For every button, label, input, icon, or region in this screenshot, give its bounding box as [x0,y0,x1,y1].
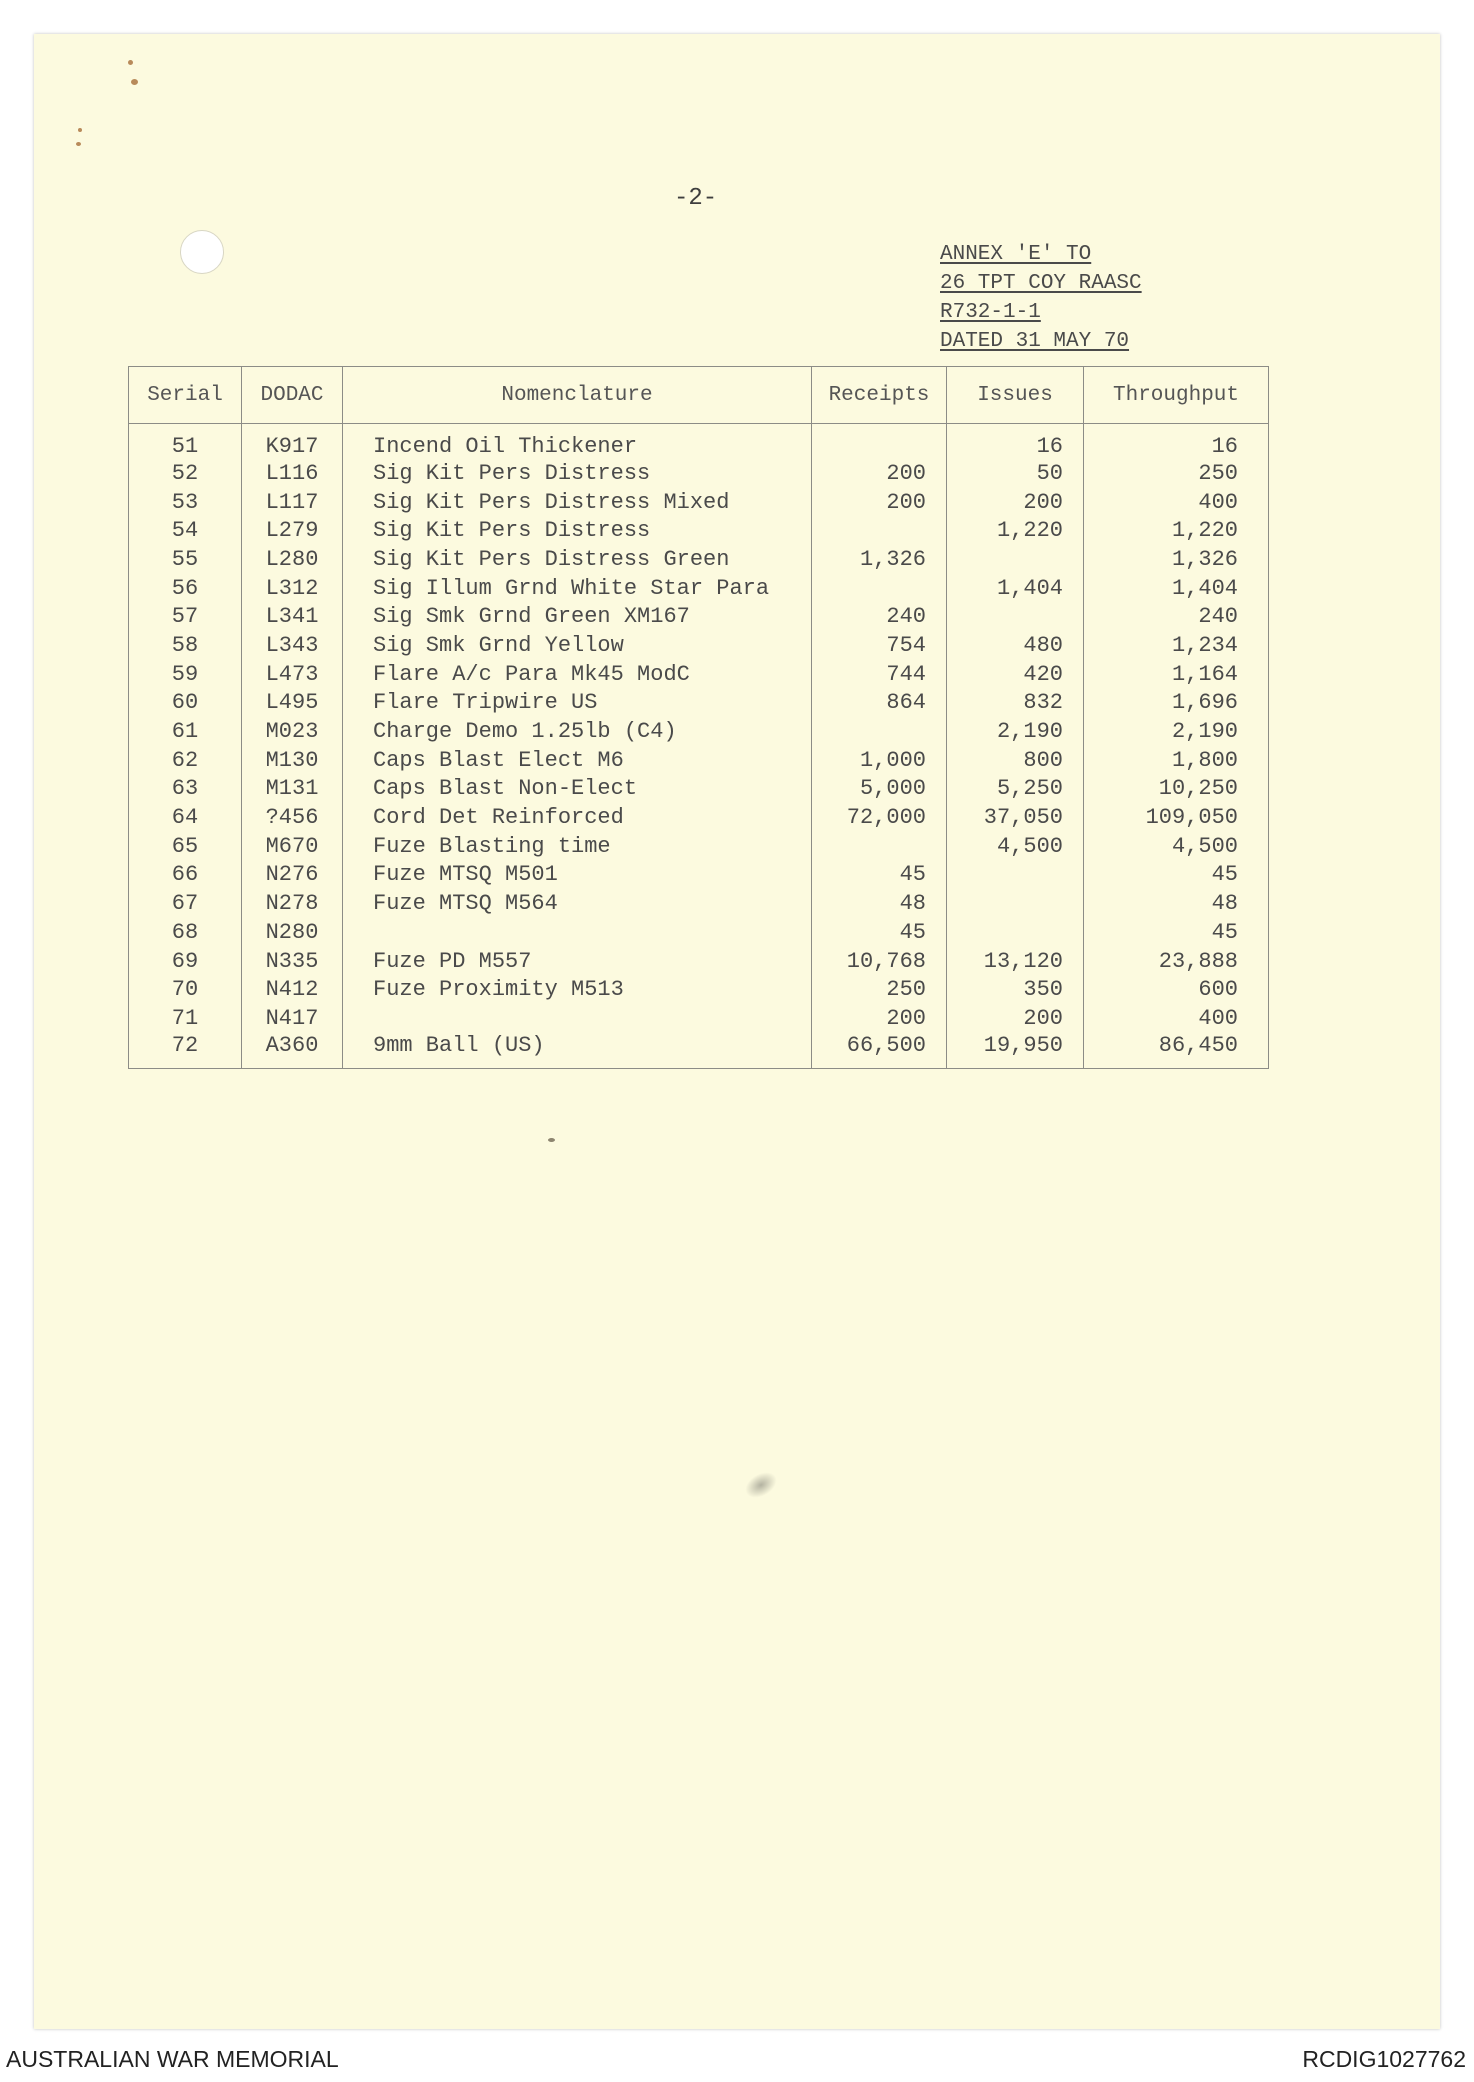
cell-issues [947,861,1084,890]
paper-speck [128,60,133,65]
cell-receipts [812,424,947,460]
cell-issues: 1,220 [947,516,1084,545]
cell-serial: 60 [129,689,242,718]
cell-receipts: 744 [812,660,947,689]
cell-receipts [812,832,947,861]
cell-serial: 67 [129,889,242,918]
cell-nomenclature: Sig Kit Pers Distress [343,516,812,545]
cell-serial: 71 [129,1004,242,1033]
table-row [129,803,1269,832]
cell-serial: 72 [129,1033,242,1069]
footer-source: AUSTRALIAN WAR MEMORIAL [6,2046,339,2072]
cell-issues: 4,500 [947,832,1084,861]
annex-line: 26 TPT COY RAASC [940,272,1142,295]
table-row [129,975,1269,1004]
annex-line: R732-1-1 [940,301,1041,324]
cell-nomenclature: Sig Kit Pers Distress Green [343,545,812,574]
cell-issues: 2,190 [947,717,1084,746]
header-throughput: Throughput [1084,367,1269,424]
cell-receipts: 48 [812,889,947,918]
cell-throughput: 400 [1084,1004,1269,1033]
table-row [129,631,1269,660]
cell-throughput: 45 [1084,918,1269,947]
cell-issues: 19,950 [947,1033,1084,1069]
cell-issues: 37,050 [947,803,1084,832]
cell-dodac: M130 [242,746,343,775]
cell-dodac: M023 [242,717,343,746]
cell-nomenclature: Caps Blast Non-Elect [343,775,812,804]
cell-receipts [812,717,947,746]
cell-serial: 63 [129,775,242,804]
cell-nomenclature: Sig Smk Grnd Yellow [343,631,812,660]
cell-receipts: 200 [812,488,947,517]
cell-issues: 5,250 [947,775,1084,804]
cell-dodac: L116 [242,459,343,488]
cell-serial: 55 [129,545,242,574]
annex-reference [940,240,1142,356]
cell-nomenclature: Caps Blast Elect M6 [343,746,812,775]
cell-issues [947,545,1084,574]
cell-receipts: 72,000 [812,803,947,832]
cell-receipts: 45 [812,861,947,890]
table-row [129,947,1269,976]
header-issues: Issues [947,367,1084,424]
ink-smudge [741,1467,781,1503]
cell-throughput: 1,800 [1084,746,1269,775]
cell-nomenclature: 9mm Ball (US) [343,1033,812,1069]
punch-hole [180,230,224,274]
cell-nomenclature [343,1004,812,1033]
cell-nomenclature: Sig Smk Grnd Green XM167 [343,602,812,631]
table-body [129,424,1269,1069]
cell-dodac: L495 [242,689,343,718]
cell-throughput: 1,404 [1084,574,1269,603]
cell-throughput: 240 [1084,602,1269,631]
cell-receipts: 1,326 [812,545,947,574]
ammunition-table [128,366,1269,1069]
cell-nomenclature: Fuze MTSQ M501 [343,861,812,890]
cell-receipts: 754 [812,631,947,660]
cell-receipts: 66,500 [812,1033,947,1069]
cell-serial: 64 [129,803,242,832]
footer-id: RCDIG1027762 [1302,2046,1466,2072]
table-row [129,574,1269,603]
cell-serial: 54 [129,516,242,545]
cell-dodac: K917 [242,424,343,460]
cell-nomenclature: Fuze PD M557 [343,947,812,976]
cell-dodac: M131 [242,775,343,804]
cell-nomenclature: Fuze MTSQ M564 [343,889,812,918]
table-row [129,545,1269,574]
paper-speck [78,128,82,132]
cell-receipts: 1,000 [812,746,947,775]
cell-dodac: N276 [242,861,343,890]
header-receipts: Receipts [812,367,947,424]
cell-throughput: 250 [1084,459,1269,488]
cell-throughput: 16 [1084,424,1269,460]
cell-serial: 66 [129,861,242,890]
cell-nomenclature: Cord Det Reinforced [343,803,812,832]
table-row [129,459,1269,488]
table-row [129,832,1269,861]
cell-dodac: L312 [242,574,343,603]
cell-dodac: N280 [242,918,343,947]
cell-dodac: N278 [242,889,343,918]
cell-issues: 480 [947,631,1084,660]
paper-speck [548,1138,555,1142]
cell-receipts: 250 [812,975,947,1004]
table-row [129,424,1269,460]
cell-serial: 65 [129,832,242,861]
cell-nomenclature: Incend Oil Thickener [343,424,812,460]
cell-serial: 51 [129,424,242,460]
cell-dodac: L280 [242,545,343,574]
cell-serial: 68 [129,918,242,947]
cell-nomenclature [343,918,812,947]
table-row [129,689,1269,718]
cell-throughput: 1,696 [1084,689,1269,718]
table-header-row [129,367,1269,424]
cell-dodac: ?456 [242,803,343,832]
cell-dodac: M670 [242,832,343,861]
header-dodac: DODAC [242,367,343,424]
cell-serial: 56 [129,574,242,603]
cell-receipts [812,574,947,603]
cell-nomenclature: Flare Tripwire US [343,689,812,718]
cell-dodac: L341 [242,602,343,631]
cell-throughput: 1,220 [1084,516,1269,545]
cell-throughput: 10,250 [1084,775,1269,804]
cell-throughput: 4,500 [1084,832,1269,861]
cell-throughput: 45 [1084,861,1269,890]
table-row [129,602,1269,631]
cell-serial: 52 [129,459,242,488]
cell-dodac: A360 [242,1033,343,1069]
cell-dodac: N335 [242,947,343,976]
cell-receipts: 200 [812,1004,947,1033]
table-row [129,746,1269,775]
cell-nomenclature: Charge Demo 1.25lb (C4) [343,717,812,746]
table-row [129,717,1269,746]
page-number: -2- [674,185,718,212]
cell-dodac: N417 [242,1004,343,1033]
cell-nomenclature: Sig Illum Grnd White Star Para [343,574,812,603]
cell-dodac: L473 [242,660,343,689]
cell-receipts: 240 [812,602,947,631]
cell-issues: 800 [947,746,1084,775]
cell-receipts: 864 [812,689,947,718]
table-row [129,861,1269,890]
cell-issues: 50 [947,459,1084,488]
cell-issues [947,602,1084,631]
cell-throughput: 1,164 [1084,660,1269,689]
cell-throughput: 23,888 [1084,947,1269,976]
table-row [129,918,1269,947]
cell-issues: 420 [947,660,1084,689]
cell-serial: 70 [129,975,242,1004]
header-nomenclature: Nomenclature [343,367,812,424]
cell-serial: 61 [129,717,242,746]
cell-serial: 57 [129,602,242,631]
cell-receipts: 5,000 [812,775,947,804]
cell-throughput: 600 [1084,975,1269,1004]
cell-nomenclature: Fuze Blasting time [343,832,812,861]
header-serial: Serial [129,367,242,424]
cell-issues: 13,120 [947,947,1084,976]
cell-issues: 1,404 [947,574,1084,603]
cell-nomenclature: Fuze Proximity M513 [343,975,812,1004]
cell-receipts: 45 [812,918,947,947]
cell-receipts: 10,768 [812,947,947,976]
paper-speck [131,79,138,85]
cell-throughput: 86,450 [1084,1033,1269,1069]
cell-nomenclature: Sig Kit Pers Distress [343,459,812,488]
table-row [129,488,1269,517]
cell-serial: 62 [129,746,242,775]
cell-issues: 16 [947,424,1084,460]
cell-dodac: L343 [242,631,343,660]
paper-speck [76,142,81,146]
cell-serial: 53 [129,488,242,517]
cell-throughput: 2,190 [1084,717,1269,746]
cell-issues: 200 [947,1004,1084,1033]
cell-throughput: 400 [1084,488,1269,517]
cell-serial: 59 [129,660,242,689]
table-row [129,516,1269,545]
cell-issues: 200 [947,488,1084,517]
cell-dodac: L279 [242,516,343,545]
cell-throughput: 1,326 [1084,545,1269,574]
annex-line: DATED 31 MAY 70 [940,330,1130,353]
cell-nomenclature: Flare A/c Para Mk45 ModC [343,660,812,689]
cell-dodac: L117 [242,488,343,517]
cell-dodac: N412 [242,975,343,1004]
cell-issues [947,918,1084,947]
annex-line: ANNEX 'E' TO [940,243,1092,266]
cell-throughput: 1,234 [1084,631,1269,660]
cell-nomenclature: Sig Kit Pers Distress Mixed [343,488,812,517]
table-row [129,889,1269,918]
cell-issues [947,889,1084,918]
cell-issues: 350 [947,975,1084,1004]
cell-serial: 58 [129,631,242,660]
table-row [129,660,1269,689]
table-row [129,1004,1269,1033]
table-row [129,775,1269,804]
cell-issues: 832 [947,689,1084,718]
cell-throughput: 48 [1084,889,1269,918]
table-row [129,1033,1269,1069]
cell-receipts: 200 [812,459,947,488]
cell-serial: 69 [129,947,242,976]
cell-receipts [812,516,947,545]
cell-throughput: 109,050 [1084,803,1269,832]
